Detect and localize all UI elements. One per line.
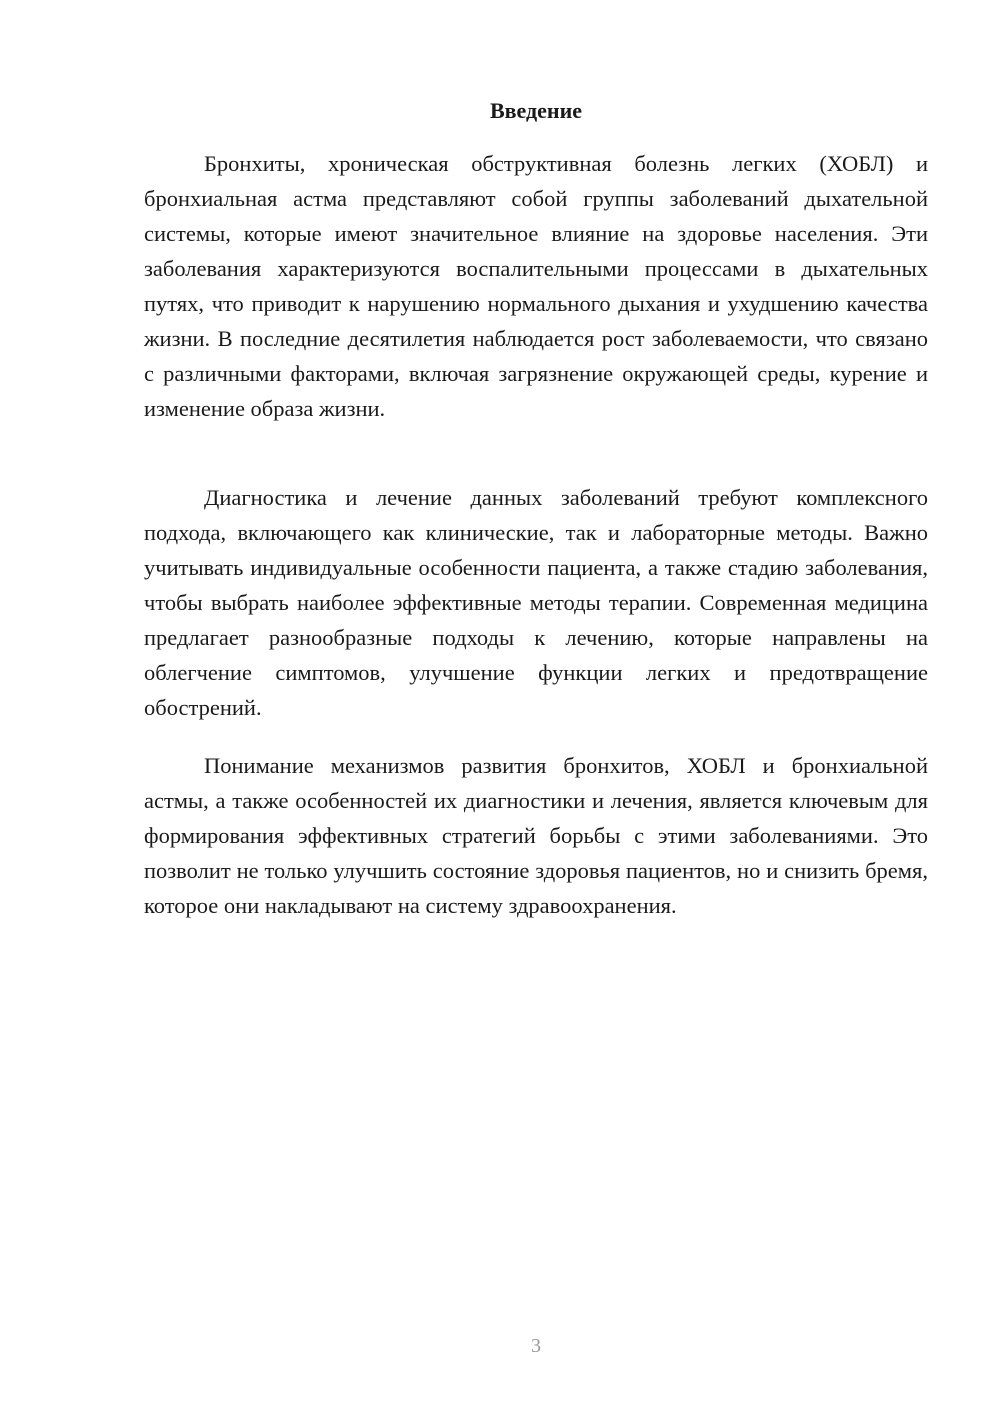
paragraph-2: Диагностика и лечение данных заболеваний требуют комплексного подхода, включающего как клинические, так и лабораторные методы. Важно учитывать индивидуальные особенности пациента, а также стадию заболевания, чтобы выбрать наиболее эффективные методы терапии. Современная медицина предлагает разнообразные подходы к лечению, которые направлены на облегчение симптомов, улучшение функции легких и предотвращение обострений.: [144, 485, 928, 720]
page-number: 3: [531, 1335, 541, 1357]
paragraph-1-block: [144, 146, 928, 426]
section-title: Введение: [489, 98, 583, 123]
paragraph-3-block: [144, 748, 928, 923]
paragraph-2-block: [144, 480, 928, 725]
paragraph-1: Бронхиты, хроническая обструктивная болезнь легких (ХОБЛ) и бронхиальная астма представляют собой группы заболеваний дыхательной системы, которые имеют значительное влияние на здоровье населения. Эти заболевания характеризуются воспалительными процессами в дыхательных путях, что приводит к нарушению нормального дыхания и ухудшению качества жизни. В последние десятилетия наблюдается рост заболеваемости, что связано с различными факторами, включая загрязнение окружающей среды, курение и изменение образа жизни.: [144, 151, 928, 421]
paragraph-3: Понимание механизмов развития бронхитов, ХОБЛ и бронхиальной астмы, а также особенностей их диагностики и лечения, является ключевым для формирования эффективных стратегий борьбы с этими заболеваниями. Это позволит не только улучшить состояние здоровья пациентов, но и снизить бремя, которое они накладывают на систему здравоохранения.: [144, 753, 928, 918]
